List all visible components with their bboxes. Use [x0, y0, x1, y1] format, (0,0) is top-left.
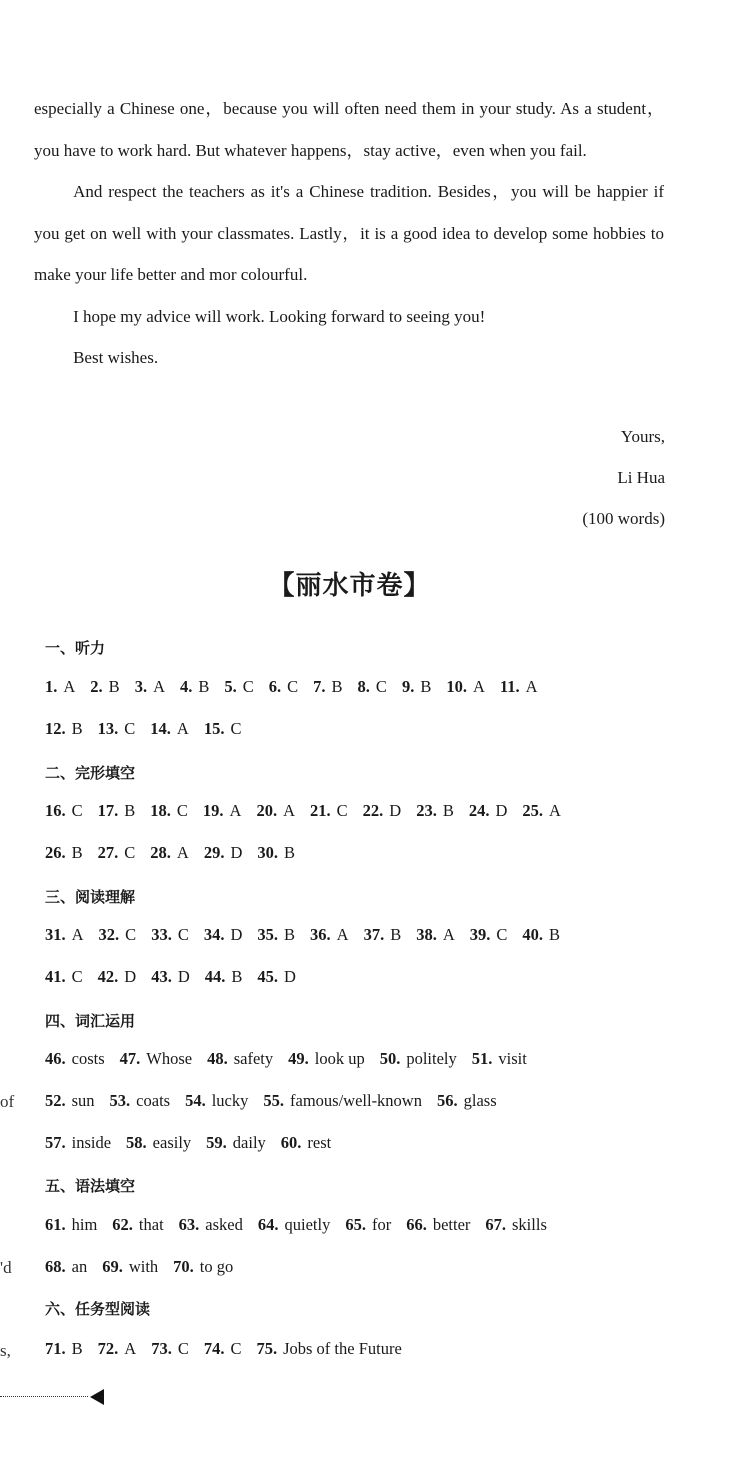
section-heading: 一、听力 — [45, 639, 106, 657]
question-number: 28. — [150, 843, 171, 862]
answer-item — [150, 719, 189, 739]
answer-item — [45, 677, 75, 697]
answer-item — [151, 967, 190, 987]
question-number: 49. — [288, 1049, 309, 1068]
question-number: 14. — [150, 719, 171, 738]
answer-item — [310, 925, 349, 945]
answer-item — [257, 925, 295, 945]
answer-value: A — [442, 925, 455, 944]
answer-item — [120, 1049, 192, 1069]
question-number: 15. — [203, 719, 225, 738]
letter-paragraph-3: I hope my advice will work. Looking forward to seeing you! — [73, 306, 486, 326]
answer-item — [313, 677, 342, 697]
answer-value: B — [71, 1339, 83, 1358]
question-number: 29. — [203, 843, 225, 862]
answer-item — [173, 1257, 233, 1277]
triangle-arrow-icon — [90, 1389, 104, 1405]
question-number: 66. — [406, 1215, 427, 1234]
answer-value: daily — [232, 1133, 266, 1152]
answer-item — [416, 925, 455, 945]
question-number: 2. — [90, 677, 103, 696]
answer-item — [437, 1091, 497, 1111]
word-count: (100 words) — [582, 509, 665, 528]
question-number: 72. — [97, 1339, 119, 1358]
answer-value: inside — [71, 1133, 112, 1152]
answer-value: B — [442, 801, 454, 820]
question-number: 58. — [126, 1133, 147, 1152]
question-number: 44. — [204, 967, 226, 986]
margin-fragment: s, — [0, 1341, 11, 1360]
answer-value: Jobs of the Future — [283, 1339, 402, 1358]
answer-item — [45, 1133, 111, 1153]
question-number: 31. — [45, 925, 66, 944]
question-number: 60. — [280, 1133, 302, 1152]
answer-value: A — [336, 925, 349, 944]
question-number: 57. — [45, 1133, 66, 1152]
letter-paragraph-1: especially a Chinese one，because you will often need them in your study. As a student，you have to work hard. But whatever happens，stay active，even when you fail. — [34, 99, 664, 160]
answer-item — [98, 719, 136, 739]
answer-value: C — [496, 925, 508, 944]
answer-value: D — [284, 967, 296, 986]
answer-item — [98, 843, 136, 863]
question-number: 52. — [45, 1091, 66, 1110]
question-number: 67. — [485, 1215, 507, 1234]
question-number: 47. — [119, 1049, 141, 1068]
answer-item — [151, 1339, 189, 1359]
answer-value: look up — [314, 1049, 365, 1068]
answer-item — [406, 1215, 470, 1235]
answer-value: D — [230, 925, 243, 944]
answer-row — [45, 843, 310, 863]
answer-value: an — [71, 1257, 88, 1276]
answer-value: for — [371, 1215, 392, 1234]
answer-value: lucky — [211, 1091, 249, 1110]
answer-value: A — [525, 677, 538, 696]
question-number: 50. — [379, 1049, 401, 1068]
section-heading: 二、完形填空 — [45, 764, 136, 782]
answer-value: D — [230, 843, 243, 862]
section-heading: 三、阅读理解 — [45, 888, 136, 906]
answer-value: C — [176, 801, 188, 820]
answer-value: glass — [463, 1091, 497, 1110]
question-number: 25. — [522, 801, 544, 820]
answer-value: politely — [406, 1049, 457, 1068]
question-number: 62. — [112, 1215, 133, 1234]
answer-value: B — [71, 719, 83, 738]
section-title: 【丽水市卷】 — [268, 571, 431, 601]
question-number: 64. — [257, 1215, 279, 1234]
answer-value: B — [420, 677, 432, 696]
question-number: 42. — [97, 967, 119, 986]
answer-value: B — [549, 925, 561, 944]
answer-item — [135, 677, 165, 697]
answer-item — [205, 967, 243, 987]
answer-item — [522, 925, 560, 945]
answer-value: skills — [512, 1215, 547, 1234]
question-number: 61. — [45, 1215, 66, 1234]
answer-item — [150, 843, 189, 863]
question-number: 26. — [45, 843, 66, 862]
letter-paragraph-4: Best wishes. — [73, 348, 159, 367]
answer-item — [204, 719, 242, 739]
answer-item — [281, 1133, 331, 1153]
answer-item — [45, 719, 83, 739]
question-number: 27. — [97, 843, 119, 862]
answer-item — [110, 1091, 171, 1111]
question-number: 7. — [313, 677, 326, 696]
answer-item — [126, 1133, 191, 1153]
answer-row — [45, 1339, 417, 1359]
answer-item — [204, 925, 243, 945]
question-number: 5. — [224, 677, 237, 696]
answer-value: visit — [498, 1049, 527, 1068]
question-number: 38. — [416, 925, 437, 944]
answer-item — [45, 1257, 87, 1277]
answer-value: costs — [71, 1049, 105, 1068]
answer-value: A — [124, 1339, 137, 1358]
question-number: 59. — [206, 1133, 227, 1152]
answer-item — [402, 677, 431, 697]
question-number: 73. — [151, 1339, 172, 1358]
answer-item — [90, 677, 119, 697]
answer-item — [150, 801, 188, 821]
question-number: 71. — [45, 1339, 66, 1358]
question-number: 40. — [522, 925, 544, 944]
answer-value: C — [230, 1339, 242, 1358]
letter-body — [34, 88, 664, 379]
question-number: 65. — [345, 1215, 366, 1234]
answer-value: C — [71, 967, 83, 986]
answer-value: C — [336, 801, 348, 820]
answer-item — [446, 677, 485, 697]
answer-row — [45, 1049, 542, 1069]
question-number: 48. — [207, 1049, 228, 1068]
answer-value: B — [284, 843, 296, 862]
answer-value: C — [177, 925, 189, 944]
answer-value: A — [63, 677, 76, 696]
answer-value: that — [138, 1215, 164, 1234]
answer-row — [45, 1257, 248, 1277]
answer-value: B — [284, 925, 296, 944]
answer-value: C — [375, 677, 387, 696]
question-number: 53. — [109, 1091, 131, 1110]
answer-value: A — [153, 677, 165, 696]
answer-item — [151, 925, 189, 945]
question-number: 54. — [185, 1091, 206, 1110]
question-number: 39. — [469, 925, 491, 944]
answer-item — [380, 1049, 457, 1069]
answer-item — [288, 1049, 365, 1069]
answer-item — [99, 925, 137, 945]
answer-item — [204, 843, 243, 863]
section-heading: 四、词汇运用 — [45, 1012, 136, 1030]
question-number: 36. — [310, 925, 331, 944]
answer-item — [416, 801, 454, 821]
question-number: 75. — [256, 1339, 278, 1358]
answer-value: D — [495, 801, 508, 820]
answer-value: D — [389, 801, 402, 820]
answer-value: A — [71, 925, 84, 944]
margin-fragment: of — [0, 1092, 15, 1111]
answer-value: C — [230, 719, 242, 738]
answer-value: C — [124, 719, 136, 738]
answer-value: A — [549, 801, 561, 820]
answer-item — [358, 677, 387, 697]
answer-item — [45, 925, 84, 945]
answer-value: to go — [199, 1257, 234, 1276]
answer-value: C — [125, 925, 137, 944]
question-number: 19. — [202, 801, 224, 820]
question-number: 21. — [310, 801, 331, 820]
answer-value: A — [176, 843, 189, 862]
answer-value: B — [108, 677, 120, 696]
section-heading: 六、任务型阅读 — [45, 1300, 151, 1318]
question-number: 45. — [257, 967, 278, 986]
answer-value: him — [71, 1215, 98, 1234]
answer-value: asked — [205, 1215, 243, 1234]
answer-item — [179, 1215, 243, 1235]
question-number: 41. — [45, 967, 66, 986]
answer-value: C — [287, 677, 299, 696]
answer-value: A — [176, 719, 189, 738]
answer-value: sun — [71, 1091, 95, 1110]
question-number: 16. — [45, 801, 66, 820]
answer-value: D — [177, 967, 190, 986]
question-number: 74. — [203, 1339, 225, 1358]
question-number: 63. — [178, 1215, 200, 1234]
answer-row — [45, 677, 553, 697]
answer-item — [204, 1339, 242, 1359]
answer-item — [98, 801, 136, 821]
answer-value: C — [177, 1339, 189, 1358]
answer-item — [180, 677, 209, 697]
answer-item — [364, 925, 402, 945]
answer-value: B — [124, 801, 136, 820]
answer-value: D — [124, 967, 137, 986]
question-number: 20. — [256, 801, 278, 820]
answer-item — [522, 801, 561, 821]
answer-value: B — [198, 677, 210, 696]
question-number: 51. — [471, 1049, 493, 1068]
question-number: 37. — [363, 925, 385, 944]
answer-row — [45, 1133, 346, 1153]
question-number: 43. — [151, 967, 172, 986]
answer-value: safety — [233, 1049, 274, 1068]
answer-row — [45, 967, 311, 987]
answer-value: easily — [152, 1133, 192, 1152]
answer-row — [45, 719, 256, 739]
answer-item — [206, 1133, 266, 1153]
question-number: 11. — [499, 677, 520, 696]
answer-value: A — [229, 801, 242, 820]
answer-item — [257, 843, 295, 863]
answer-value: C — [124, 843, 136, 862]
question-number: 32. — [98, 925, 120, 944]
answer-value: B — [71, 843, 83, 862]
answer-value: with — [128, 1257, 159, 1276]
answer-item — [112, 1215, 163, 1235]
answer-item — [472, 1049, 527, 1069]
question-number: 33. — [151, 925, 172, 944]
answer-value: Whose — [146, 1049, 193, 1068]
question-number: 8. — [357, 677, 370, 696]
question-number: 68. — [45, 1257, 66, 1276]
question-number: 35. — [257, 925, 278, 944]
answer-item — [310, 801, 348, 821]
answer-value: C — [242, 677, 254, 696]
question-number: 4. — [179, 677, 193, 696]
answer-item — [45, 801, 83, 821]
question-number: 22. — [362, 801, 384, 820]
answer-value: A — [472, 677, 485, 696]
answer-item — [500, 677, 538, 697]
letter-signature: Li Hua — [617, 468, 665, 487]
question-number: 24. — [468, 801, 490, 820]
answer-value: famous/well-known — [290, 1091, 422, 1110]
dotted-leader — [0, 1396, 88, 1397]
question-number: 34. — [203, 925, 225, 944]
answer-item — [257, 967, 296, 987]
answer-item — [256, 1339, 401, 1359]
answer-value: coats — [136, 1091, 171, 1110]
question-number: 1. — [45, 677, 58, 696]
question-number: 10. — [446, 677, 467, 696]
answer-row — [45, 1215, 562, 1235]
answer-item — [470, 925, 508, 945]
margin-fragment: 'd — [0, 1258, 12, 1277]
answer-value: B — [231, 967, 243, 986]
answer-value: A — [283, 801, 296, 820]
question-number: 13. — [97, 719, 119, 738]
question-number: 17. — [97, 801, 119, 820]
answer-item — [269, 677, 298, 697]
answer-item — [485, 1215, 546, 1235]
answer-item — [263, 1091, 422, 1111]
answer-item — [45, 967, 83, 987]
answer-value: B — [390, 925, 402, 944]
question-number: 69. — [102, 1257, 123, 1276]
question-number: 9. — [401, 677, 415, 696]
answer-item — [45, 1091, 95, 1111]
answer-item — [45, 1339, 83, 1359]
answer-item — [98, 1339, 137, 1359]
answer-item — [469, 801, 508, 821]
answer-item — [224, 677, 253, 697]
answer-item — [45, 843, 83, 863]
answer-item — [363, 801, 402, 821]
question-number: 56. — [436, 1091, 458, 1110]
answer-item — [256, 801, 295, 821]
answer-item — [45, 1215, 97, 1235]
answer-row — [45, 925, 575, 945]
answer-row — [45, 1091, 512, 1111]
question-number: 30. — [257, 843, 278, 862]
answer-item — [203, 801, 242, 821]
answer-item — [345, 1215, 391, 1235]
answer-value: rest — [307, 1133, 332, 1152]
question-number: 3. — [134, 677, 148, 696]
question-number: 70. — [173, 1257, 194, 1276]
answer-value: better — [432, 1215, 471, 1234]
answer-item — [98, 967, 137, 987]
answer-value: quietly — [284, 1215, 331, 1234]
question-number: 55. — [263, 1091, 284, 1110]
section-heading: 五、语法填空 — [45, 1177, 136, 1195]
answer-item — [258, 1215, 330, 1235]
answer-value: B — [331, 677, 343, 696]
answer-value: C — [71, 801, 83, 820]
question-number: 23. — [416, 801, 437, 820]
answer-item — [185, 1091, 248, 1111]
question-number: 18. — [150, 801, 171, 820]
question-number: 46. — [45, 1049, 66, 1068]
letter-paragraph-2: And respect the teachers as it's a Chinese tradition. Besides，you will be happier if you get on well with your classmates. Lastly，it is a good idea to develop some hobbies to make your life better and mor colourful. — [34, 182, 664, 284]
answer-row — [45, 801, 576, 821]
question-number: 6. — [268, 677, 282, 696]
answer-item — [207, 1049, 273, 1069]
letter-closing: Yours, — [620, 427, 665, 446]
answer-item — [102, 1257, 158, 1277]
question-number: 12. — [45, 719, 66, 738]
answer-item — [45, 1049, 105, 1069]
